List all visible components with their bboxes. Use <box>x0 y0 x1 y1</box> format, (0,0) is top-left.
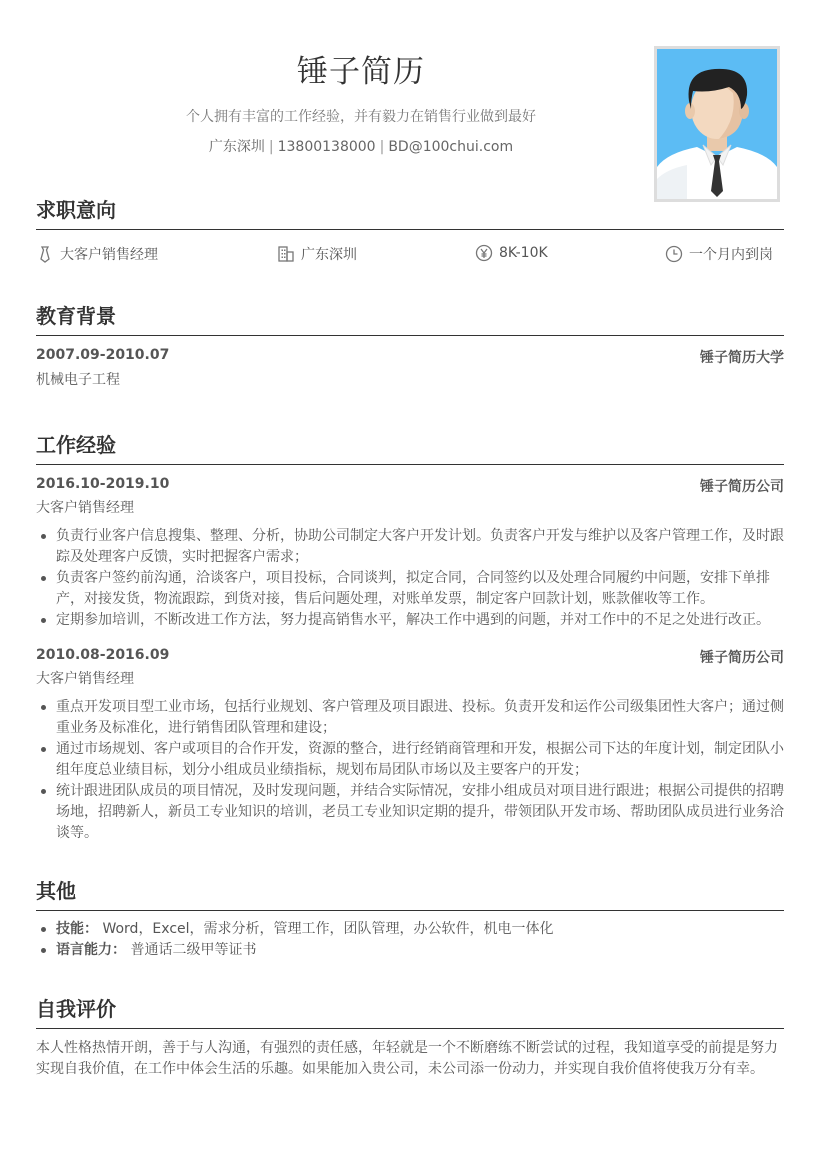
education-date: 2007.09-2010.07 <box>36 347 170 363</box>
building-icon <box>277 245 295 263</box>
section-title-education: 教育背景 <box>36 300 784 336</box>
contact-phone: 13800138000 <box>277 139 376 155</box>
job-1-role: 大客户销售经理 <box>36 500 134 516</box>
list-item: 负责客户签约前沟通，洽谈客户，项目投标，合同谈判，拟定合同，合同签约以及处理合同履约中问题，安排下单排产，对接发货，物流跟踪，到货对接，售后问题处理，对账单发票，制定客户回款计划，账款催收等工作。 <box>56 568 784 610</box>
list-item: 通过市场规划、客户或项目的合作开发，资源的整合，进行经销商管理和开发，根据公司下达的年度计划，制定团队小组年度总业绩目标，划分小组成员业绩指标，规划布局团队市场以及主要客户的开发； <box>56 739 784 781</box>
education-row <box>36 347 784 366</box>
language-item <box>56 940 784 961</box>
job-1-duties <box>36 526 784 631</box>
intent-position <box>36 244 158 264</box>
contact-line <box>36 136 686 156</box>
job-1-company: 锤子简历公司 <box>700 479 784 495</box>
contact-separator: | <box>268 139 274 155</box>
clock-icon <box>665 245 683 263</box>
language-label: 语言能力： <box>56 942 126 958</box>
list-item: 重点开发项目型工业市场，包括行业规划、客户管理及项目跟进、投标。负责开发和运作公司级集团性大客户；通过侧重业务及标准化，进行销售团队管理和建设； <box>56 697 784 739</box>
resume-page <box>36 0 784 1160</box>
skills-text: Word，Excel，需求分析，管理工作，团队管理，办公软件，机电一体化 <box>102 921 554 937</box>
tie-icon <box>36 245 54 263</box>
intent-salary-text: 8K-10K <box>499 245 548 261</box>
intent-availability <box>665 244 773 264</box>
job-1-date: 2016.10-2019.10 <box>36 476 170 492</box>
resume-slogan: 个人拥有丰富的工作经验，并有毅力在销售行业做到最好 <box>186 109 536 125</box>
list-item: 统计跟进团队成员的项目情况，及时发现问题，并结合实际情况，安排小组成员对项目进行跟进；根据公司提供的招聘场地，招聘新人，新员工专业知识的培训，老员工专业知识定期的提升，带领团队开发市场、帮助团队成员进行业务洽谈等。 <box>56 781 784 844</box>
education-major: 机械电子工程 <box>36 372 120 388</box>
job-2-duties <box>36 697 784 844</box>
education-school: 锤子简历大学 <box>700 350 784 366</box>
intent-position-text: 大客户销售经理 <box>60 247 158 263</box>
list-item: 定期参加培训，不断改进工作方法，努力提高销售水平，解决工作中遇到的问题，并对工作中的不足之处进行改正。 <box>56 610 784 631</box>
contact-location: 广东深圳 <box>208 139 265 155</box>
section-title-work: 工作经验 <box>36 429 784 465</box>
section-title-self: 自我评价 <box>36 993 784 1029</box>
section-title-intent: 求职意向 <box>36 194 784 230</box>
intent-availability-text: 一个月内到岗 <box>689 247 773 263</box>
other-list <box>36 919 784 961</box>
language-text: 普通话二级甲等证书 <box>130 942 257 958</box>
self-evaluation-text: 本人性格热情开朗，善于与人沟通，有强烈的责任感，年轻就是一个不断磨练不断尝试的过程，我知道享受的前提是努力实现自我价值，在工作中体会生活的乐趣。如果能加入贵公司，未公司添一份动力，并实现自我价值将使我万分有幸。 <box>36 1040 778 1077</box>
job-2-date: 2010.08-2016.09 <box>36 647 170 663</box>
skills-label: 技能： <box>56 921 98 937</box>
job-intent-row <box>36 244 784 266</box>
resume-name: 锤子简历 <box>297 54 425 90</box>
section-title-other: 其他 <box>36 875 784 911</box>
intent-salary <box>475 244 548 262</box>
skills-item <box>56 919 784 940</box>
contact-email: BD@100chui.com <box>388 139 514 155</box>
list-item: 负责行业客户信息搜集、整理、分析，协助公司制定大客户开发计划。负责客户开发与维护以及客户管理工作，及时跟踪及处理客户反馈，实时把握客户需求； <box>56 526 784 568</box>
profile-photo <box>654 46 780 202</box>
contact-separator: | <box>379 139 385 155</box>
job-2-company: 锤子简历公司 <box>700 650 784 666</box>
job-2-row <box>36 647 784 666</box>
job-2-role: 大客户销售经理 <box>36 671 134 687</box>
intent-location-text: 广东深圳 <box>301 247 357 263</box>
yen-icon <box>475 244 493 262</box>
intent-location <box>277 244 357 264</box>
avatar-illustration <box>657 49 777 199</box>
job-1-row <box>36 476 784 495</box>
